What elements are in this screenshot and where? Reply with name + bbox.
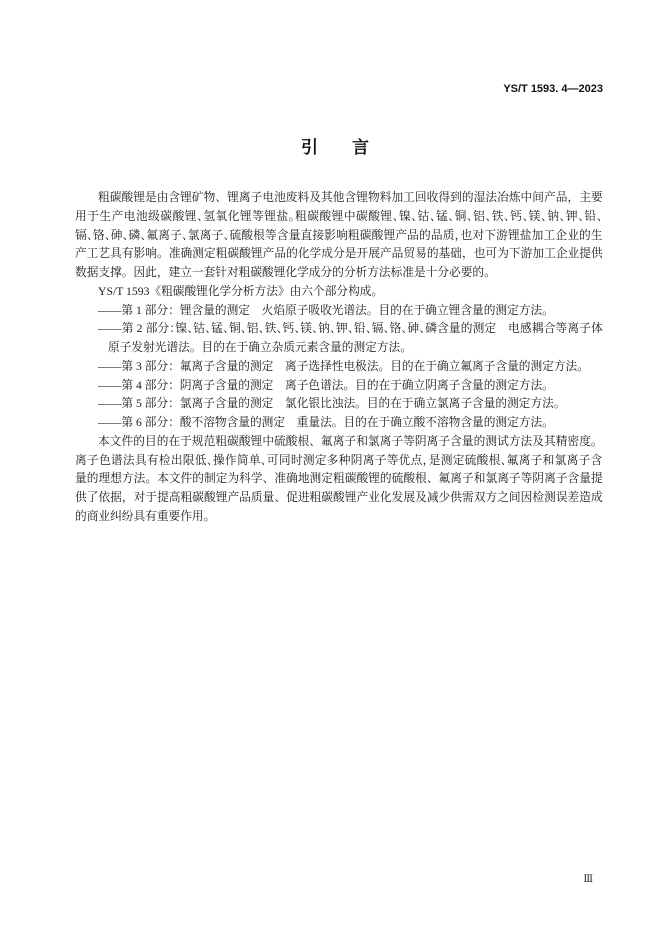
list-item-line xyxy=(75,414,603,433)
paragraph-line xyxy=(75,508,603,527)
line-text: 镉、铬、砷、磷、氟离子、氯离子、硫酸根等含量直接影响粗碳酸锂产品的品质，也对下游锂盐加工企业的生 xyxy=(75,228,603,242)
line-text: ——第 4 部分：阴离子含量的测定 离子色谱法。目的在于确立阴离子含量的测定方法。 xyxy=(98,378,554,392)
line-text: ——第 6 部分：酸不溶物含量的测定 重量法。目的在于确立酸不溶物含量的测定方法。 xyxy=(98,416,554,429)
paragraph-line xyxy=(75,227,603,246)
paragraph-line xyxy=(75,264,603,283)
paragraph-line xyxy=(75,470,603,489)
paragraph-line xyxy=(75,189,603,208)
list-item-part-2 xyxy=(75,320,603,358)
line-text: 量的理想方法。本文件的制定为科学、准确地测定粗碳酸锂的硫酸根、氟离子和氯离子等阴离子含量提 xyxy=(75,472,603,486)
list-item-line xyxy=(75,377,603,396)
page-number: Ⅲ xyxy=(583,874,593,885)
line-text: YS/T 1593《粗碳酸锂化学分析方法》由六个部分构成。 xyxy=(98,284,384,298)
list-item-part-3 xyxy=(75,358,603,377)
line-text: ——第 5 部分：氯离子含量的测定 氯化银比浊法。目的在于确立氯离子含量的测定方法。 xyxy=(98,397,566,411)
paragraph-line xyxy=(75,489,603,508)
paragraph-line xyxy=(75,283,603,302)
paragraph-line xyxy=(75,452,603,471)
line-text: 数据支撑。因此，建立一套针对粗碳酸锂化学成分的分析方法标准是十分必要的。 xyxy=(75,266,496,279)
background-paragraph xyxy=(75,189,603,283)
list-item-part-6 xyxy=(75,414,603,433)
parts-statement xyxy=(75,283,603,302)
list-item-line xyxy=(75,320,603,339)
line-text: 离子色谱法具有检出限低、操作简单、可同时测定多种阴离子等优点，是测定硫酸根、氟离子和氯离子含 xyxy=(75,453,603,467)
paragraph-line xyxy=(75,433,603,452)
list-item-line xyxy=(75,395,603,414)
line-text: ——第 1 部分：锂含量的测定 火焰原子吸收光谱法。目的在于确立锂含量的测定方法。 xyxy=(98,303,554,317)
line-text: 产工艺具有影响。准确测定粗碳酸锂产品的化学成分是开展产品贸易的基础，也可为下游加工企业提供 xyxy=(75,247,603,261)
list-item-part-4 xyxy=(75,377,603,396)
paragraph-line xyxy=(75,245,603,264)
list-item-part-5 xyxy=(75,395,603,414)
page-title: 引 言 xyxy=(301,138,369,158)
introduction-body xyxy=(75,189,603,527)
list-item-line xyxy=(75,358,603,377)
purpose-paragraph xyxy=(75,433,603,527)
line-text: 供了依据，对于提高粗碳酸锂产品质量、促进粗碳酸锂产业化发展及减少供需双方之间因检测误差造成 xyxy=(75,491,603,504)
list-item-line xyxy=(75,302,603,321)
line-text: 的商业纠纷具有重要作用。 xyxy=(75,509,216,523)
line-text: 粗碳酸锂是由含锂矿物、锂离子电池废料及其他含锂物料加工回收得到的湿法冶炼中间产品，主要 xyxy=(98,191,603,204)
line-text: 原子发射光谱法。目的在于确立杂质元素含量的测定方法。 xyxy=(108,341,412,354)
line-text: 本文件的目的在于规范粗碳酸锂中硫酸根、氟离子和氯离子等阴离子含量的测试方法及其精密度。 xyxy=(98,434,603,448)
paragraph-line xyxy=(75,208,603,227)
list-item-line xyxy=(75,339,603,358)
line-text: ——第 2 部分：镍、钴、锰、铜、铝、铁、钙、镁、钠、钾、铅、镉、铬、砷、磷含量的测定 电感耦合等离子体 xyxy=(98,322,603,336)
standard-number-header: YS/T 1593. 4—2023 xyxy=(503,83,603,95)
parts-list xyxy=(75,302,603,433)
line-text: ——第 3 部分：氟离子含量的测定 离子选择性电极法。目的在于确立氟离子含量的测定方法。 xyxy=(98,359,589,373)
line-text: 用于生产电池级碳酸锂、氢氧化锂等锂盐。粗碳酸锂中碳酸锂、镍、钴、锰、铜、铝、铁、钙、镁、钠、钾、铅、 xyxy=(75,209,603,223)
list-item-part-1 xyxy=(75,302,603,321)
